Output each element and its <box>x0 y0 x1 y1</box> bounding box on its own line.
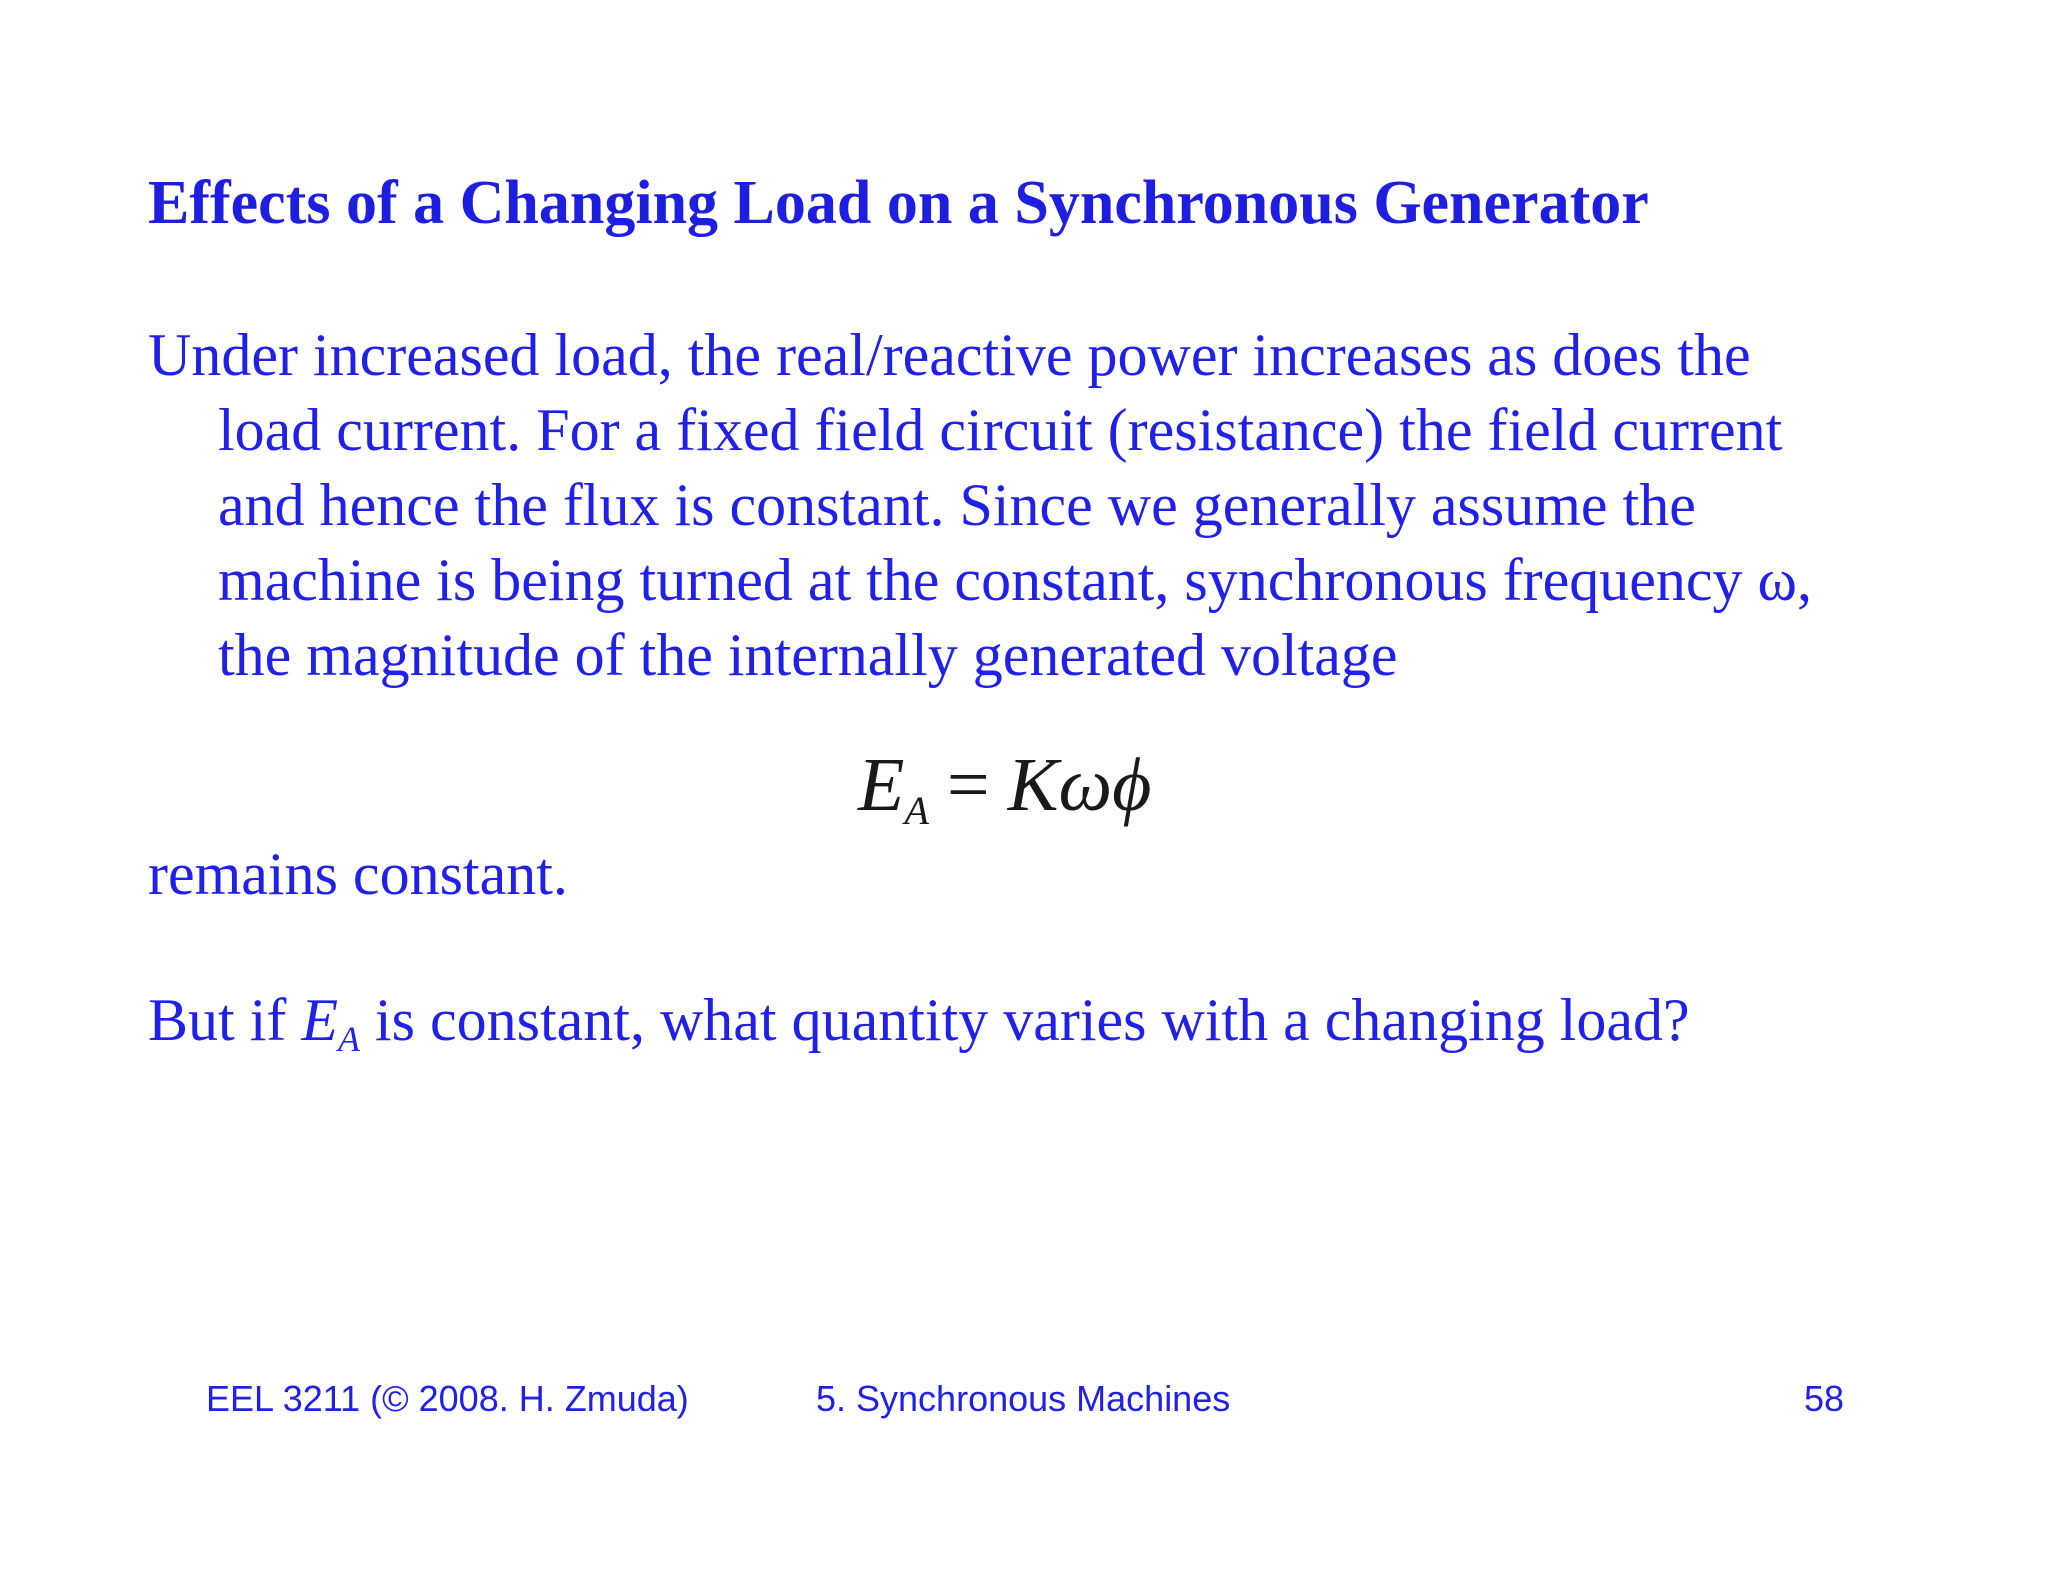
paragraph-line-5: the magnitude of the internally generated voltage <box>218 622 1398 688</box>
equation-lhs: E <box>858 743 905 827</box>
question-prefix: But if <box>148 987 302 1053</box>
slide-title: Effects of a Changing Load on a Synchronous Generator <box>148 169 1649 237</box>
remains-constant-text: remains constant. <box>148 841 568 907</box>
footer-chapter: 5. Synchronous Machines <box>816 1378 1231 1419</box>
question-text <box>148 986 1690 1060</box>
equation-operator: = <box>946 743 990 827</box>
paragraph-line-1: Under increased load, the real/reactive power increases as does the <box>148 322 1751 388</box>
equation-rhs: Kωϕ <box>1007 743 1152 827</box>
footer-course: EEL 3211 (© 2008. H. Zmuda) <box>206 1378 689 1419</box>
paragraph-line-4: machine is being turned at the constant, synchronous frequency ω, <box>218 547 1813 613</box>
paragraph-line-3: and hence the flux is constant. Since we generally assume the <box>218 472 1696 538</box>
question-variable <box>301 987 360 1059</box>
footer-page-number: 58 <box>1804 1378 1845 1419</box>
body-paragraph <box>148 318 1908 693</box>
equation-lhs-subscript: A <box>904 788 929 833</box>
question-var-letter: E <box>301 987 338 1053</box>
question-suffix: is constant, what quantity varies with a changing load? <box>360 987 1690 1053</box>
question-var-subscript: A <box>338 1018 360 1059</box>
paragraph-line-2: load current. For a fixed field circuit (resistance) the field current <box>218 397 1783 463</box>
equation-ea <box>858 742 1151 834</box>
